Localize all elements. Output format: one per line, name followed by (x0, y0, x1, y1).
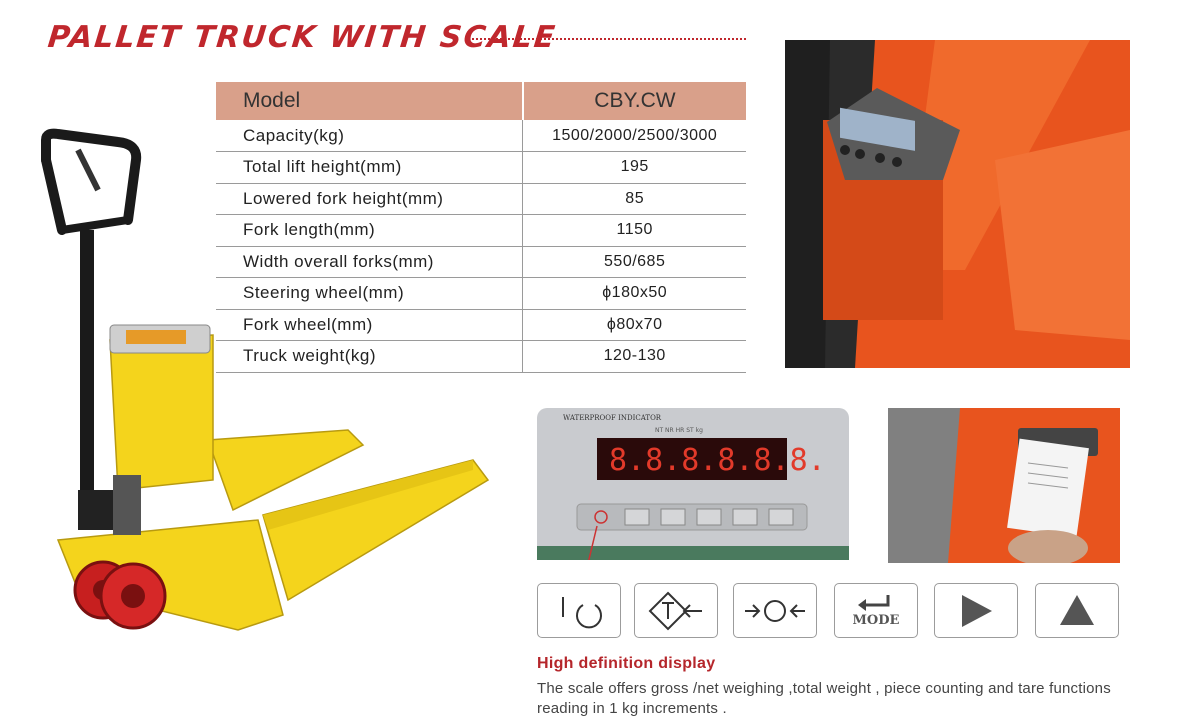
spec-value: 1500/2000/2500/3000 (523, 120, 746, 152)
spec-label: Capacity(kg) (216, 120, 523, 152)
zero-button[interactable] (733, 583, 817, 638)
power-icon (549, 591, 609, 631)
spec-value: ϕ180x50 (523, 278, 746, 310)
spec-header-label: Model (216, 82, 523, 120)
triangle-up-icon (1057, 591, 1097, 631)
spec-header-row (216, 82, 746, 120)
spec-value: 85 (523, 183, 746, 215)
spec-label: Truck weight(kg) (216, 341, 523, 373)
scale-indicator-photo (785, 40, 1130, 368)
spec-value: 1150 (523, 215, 746, 247)
power-button[interactable] (537, 583, 621, 638)
tare-button[interactable] (634, 583, 718, 638)
pallet-truck-illustration (18, 120, 498, 640)
feature-title: High definition display (537, 655, 716, 672)
zero-icon (743, 591, 807, 631)
spec-value: 120-130 (523, 341, 746, 373)
spec-value: 550/685 (523, 246, 746, 278)
indicator-panel-label: WATERPROOF INDICATOR (563, 414, 662, 422)
up-button[interactable] (1035, 583, 1119, 638)
mode-button[interactable] (834, 583, 918, 638)
right-button[interactable] (934, 583, 1018, 638)
page-title: PALLET TRUCK WITH SCALE (46, 20, 559, 55)
mode-label: MODE (852, 613, 900, 628)
indicator-display: 8.8.8.8.8.8. (609, 443, 826, 478)
spec-label: Lowered fork height(mm) (216, 183, 523, 215)
weighing-indicator-panel (537, 408, 849, 560)
tare-icon (646, 591, 706, 631)
spec-label: Fork wheel(mm) (216, 309, 523, 341)
spec-label: Width overall forks(mm) (216, 246, 523, 278)
spec-label: Steering wheel(mm) (216, 278, 523, 310)
spec-header-value: CBY.CW (523, 82, 746, 120)
spec-value: 195 (523, 152, 746, 184)
enter-icon (856, 593, 896, 613)
receipt-printer-photo (888, 408, 1120, 563)
spec-value: ϕ80x70 (523, 309, 746, 341)
spec-label: Total lift height(mm) (216, 152, 523, 184)
spec-label: Fork length(mm) (216, 215, 523, 247)
indicator-marks: NT NR HR ST kg (655, 427, 703, 434)
feature-description: The scale offers gross /net weighing ,total weight , piece counting and tare functions reading in 1 kg increments . (537, 680, 1111, 717)
play-right-icon (956, 591, 996, 631)
title-divider (468, 38, 746, 40)
